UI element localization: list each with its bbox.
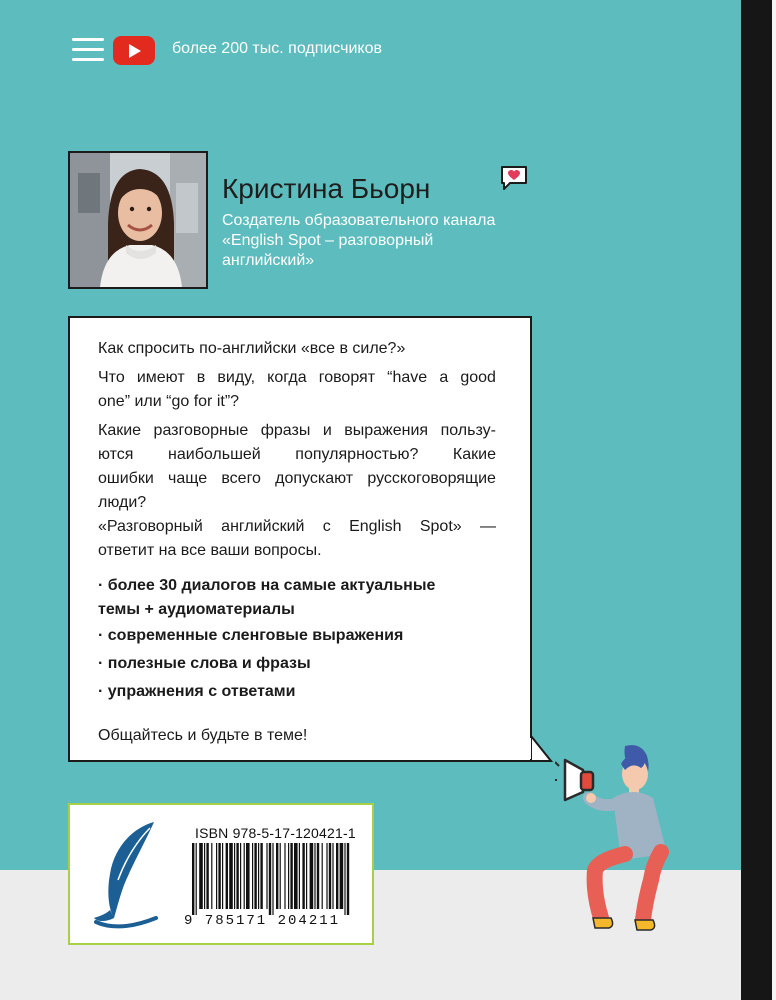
word: виду, — [217, 369, 256, 386]
word: и — [322, 422, 332, 439]
bullet-item — [98, 624, 496, 648]
barcode-bar — [254, 843, 256, 909]
barcode-bar — [226, 843, 228, 909]
word: good — [460, 369, 496, 386]
word: говорят — [318, 369, 376, 386]
book-spine — [741, 0, 776, 1000]
word: английский — [221, 518, 305, 535]
word: всего — [221, 470, 261, 487]
bullet-item — [98, 680, 496, 704]
barcode-bar — [294, 843, 298, 909]
justified-line — [98, 467, 496, 491]
barcode-bar — [236, 843, 238, 909]
word: ются — [98, 446, 134, 463]
barcode-bar — [211, 843, 212, 909]
hamburger-menu-icon — [72, 38, 104, 62]
word: популярностью? — [295, 446, 419, 463]
author-photo — [68, 151, 208, 289]
word: с — [322, 518, 331, 535]
author-description — [222, 211, 522, 271]
justified-line — [98, 419, 496, 443]
barcode-digits: 9 785171 204211 — [184, 913, 341, 929]
barcode-bar — [314, 843, 315, 909]
isbn-number: ISBN 978-5-17-120421-1 — [195, 825, 356, 841]
bubble-question-1 — [98, 337, 496, 361]
barcode-bar — [269, 843, 271, 915]
barcode-bar — [260, 843, 262, 909]
barcode-bar — [240, 843, 241, 909]
text-line: люди? — [98, 494, 147, 511]
justified-line — [98, 366, 496, 390]
author-description-line: «English Spot – разговорный — [222, 232, 434, 249]
text-line: · более 30 диалогов на самые актуальные — [98, 577, 436, 594]
youtube-play-icon — [113, 36, 155, 65]
word: русскоговорящие — [367, 470, 496, 487]
word: в — [196, 369, 206, 386]
barcode-bar — [347, 843, 349, 915]
heart-message-icon — [500, 165, 528, 191]
barcode-bar — [326, 843, 327, 909]
barcode-bar — [272, 843, 273, 915]
barcode-bar — [340, 843, 344, 909]
barcode-bar — [332, 843, 333, 909]
barcode-bar — [317, 843, 319, 909]
word: English — [349, 518, 402, 535]
barcode-bar — [206, 843, 208, 909]
barcode-bar — [216, 843, 217, 909]
barcode-bar — [234, 843, 235, 909]
word: Spot» — [419, 518, 462, 535]
word: допускают — [275, 470, 354, 487]
barcode-bar — [266, 843, 267, 909]
barcode-bar — [229, 843, 233, 909]
barcode-bar — [276, 843, 278, 909]
author-description-line: Создатель образовательного канала — [222, 212, 496, 229]
person-with-megaphone-illustration — [555, 742, 685, 942]
word: Какие — [98, 422, 142, 439]
text-line: Общайтесь и будьте в теме! — [98, 727, 308, 744]
barcode-bars — [190, 843, 350, 915]
word: “have — [387, 369, 428, 386]
word: «Разговорный — [98, 518, 203, 535]
word: выражения — [344, 422, 429, 439]
bubble-question-2 — [98, 366, 496, 414]
publisher-quill-logo — [84, 818, 164, 930]
barcode-bar — [299, 843, 300, 909]
word: Какие — [452, 446, 496, 463]
subscriber-count: более 200 тыс. подписчиков — [172, 40, 382, 57]
barcode-bar — [290, 843, 292, 909]
justified-line — [98, 443, 496, 467]
spine-edge — [772, 0, 776, 1000]
bullet-item — [98, 652, 496, 676]
barcode-bar — [280, 843, 281, 909]
barcode-bar — [344, 843, 345, 915]
barcode-bar — [196, 843, 197, 915]
barcode-bar — [222, 843, 223, 909]
barcode-bar — [192, 843, 194, 915]
barcode-bar — [204, 843, 205, 909]
barcode-bar — [336, 843, 338, 909]
bubble-closing — [98, 724, 496, 748]
barcode-bar — [302, 843, 304, 909]
word: фразы — [260, 422, 311, 439]
barcode-bar — [322, 843, 323, 909]
barcode-bar — [329, 843, 331, 909]
text-line: темы + аудиоматериалы — [98, 601, 295, 618]
justified-line — [98, 515, 496, 539]
word: — — [479, 518, 496, 535]
author-name: Кристина Бьорн — [222, 173, 431, 204]
word: разговорные — [153, 422, 249, 439]
text-line: ответит на все ваши вопросы. — [98, 542, 322, 559]
barcode-bar — [218, 843, 220, 909]
word: наибольшей — [168, 446, 261, 463]
barcode-bar — [199, 843, 203, 909]
text-line: · современные сленговые выражения — [98, 627, 404, 644]
word: a — [439, 369, 449, 386]
word: пользу- — [440, 422, 496, 439]
bubble-intro — [98, 515, 496, 563]
text-line: · упражнения с ответами — [98, 683, 296, 700]
barcode-bar — [306, 843, 307, 909]
bubble-question-3 — [98, 419, 496, 515]
bullet-item — [98, 574, 496, 622]
barcode-bar — [258, 843, 259, 909]
barcode-bar — [244, 843, 245, 909]
barcode-bar — [288, 843, 289, 909]
word: Что — [98, 369, 125, 386]
word: ошибки — [98, 470, 154, 487]
barcode-bar — [252, 843, 253, 909]
text-line: one” или “go for it”? — [98, 393, 240, 410]
barcode-bar — [246, 843, 250, 909]
text-line: Как спросить по-английски «все в силе?» — [98, 340, 406, 357]
text-line: · полезные слова и фразы — [98, 655, 311, 672]
barcode-bar — [310, 843, 314, 909]
word: чаще — [168, 470, 208, 487]
barcode-bar — [284, 843, 285, 909]
word: когда — [267, 369, 307, 386]
author-description-line: английский» — [222, 252, 315, 269]
word: имеют — [136, 369, 185, 386]
